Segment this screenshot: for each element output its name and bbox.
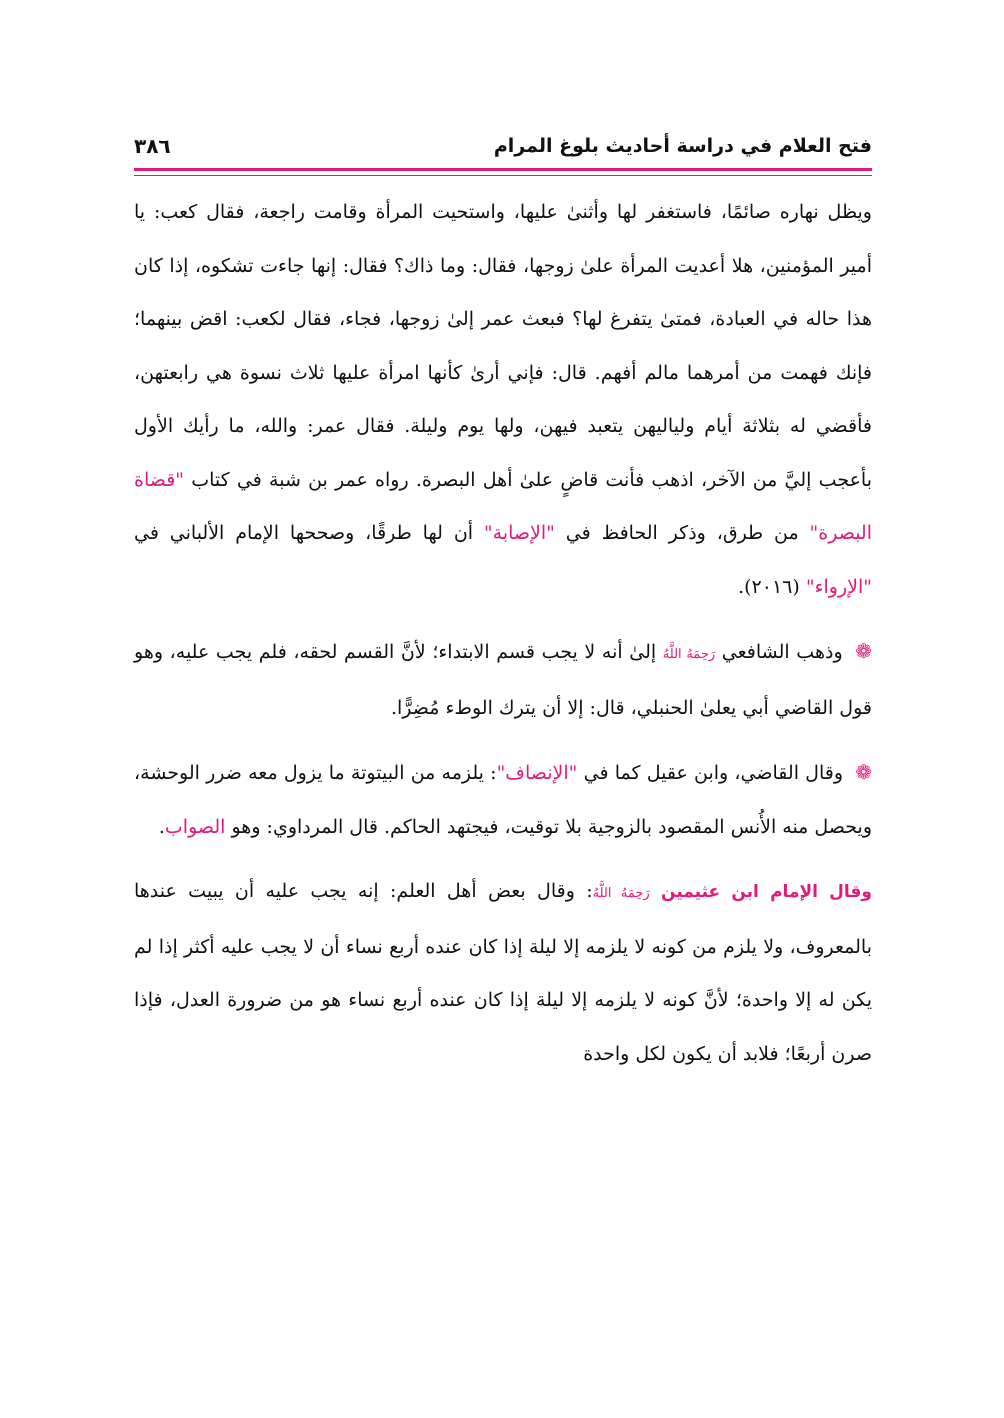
paragraph-1 [134,186,872,614]
paragraph-2-text-b: إلىٰ أنه لا يجب قسم الابتداء؛ لأنَّ القسم لحقه، فلم يجب عليه، وهو قول القاضي أبي يعلىٰ الحنبلي، قال: إلا أن يترك الوطء مُضِرًّا. [134,641,872,719]
speaker-ibn-uthaymin: وقال الإمام ابن عثيمين [661,882,872,902]
paragraph-4 [134,865,872,1081]
paragraph-1-text-b: من طرق، وذكر الحافظ في [554,522,810,544]
paragraph-2 [134,625,872,735]
page-number: ٣٨٦ [134,134,171,158]
paragraph-3-text-b: : يلزمه من البيتوتة ما يزول معه ضرر الوحشة، ويحصل منه الأُنس المقصود بالزوجية بلا توقيت، فيجتهد الحاكم. قال المرداوي: وهو [134,762,872,838]
quote-qudat-albasra: "قضاة البصرة" [134,468,873,544]
document-page [134,0,872,1418]
paragraph-1-text-a: ويظل نهاره صائمًا، فاستغفر لها وأثنىٰ عليها، واستحيت المرأة وقامت راجعة، فقال كعب: يا أمير المؤمنين، هلا أعديت المرأة علىٰ زوجها، فقال: وما ذاك؟ فقال: إنها جاءت تشكوه، إذا كان هذا حاله في العبادة، فمتىٰ يتفرغ لها؟ فبعث عمر إلىٰ زوجها، فجاء، فقال لكعب: اقض بينهما؛ فإنك فهمت من أمرهما مالم أفهم. قال: فإني أرىٰ كأنها امرأة عليها ثلاث نسوة هي رابعتهن، فأقضي له بثلاثة أيام ولياليهن يتعبد فيهن، ولها يوم وليلة. فقال عمر: والله، ما رأيك الأول بأعجب إليَّ من الآخر، اذهب فأنت قاضٍ علىٰ أهل البصرة. رواه عمر بن شبة في كتاب [134,201,872,491]
header-rule-thick [134,168,872,171]
quote-alirwa: "الإرواء" [805,575,872,598]
page-header [134,124,872,168]
header-rule-thin [134,175,872,176]
paragraph-3-text-a: وقال القاضي، وابن عقيل كما في [577,762,850,784]
flower-ornament-icon: ❁ [855,760,873,784]
paragraph-3-text-c: . [158,815,165,838]
paragraph-1-text-c: أن لها طرقًا، وصححها الإمام الألباني في [134,522,484,544]
paragraph-3 [134,746,872,854]
paragraph-1-text-d: (٢٠١٦). [738,575,806,598]
honorific-rahimahullah: رَحِمَهُ اللَّهُ [662,647,716,662]
page-body [134,186,872,1081]
paragraph-2-text-a: وذهب الشافعي [715,641,850,663]
quote-alinsaf: "الإنصاف" [496,762,578,784]
flower-ornament-icon: ❁ [855,639,873,663]
paragraph-4-text: : وقال بعض أهل العلم: إنه يجب عليه أن يبيت عندها بالمعروف، ولا يلزم من كونه لا يلزمه إلا ليلة إذا كان عنده أربع نساء أن لا يجب عليه أكثر إذا لم يكن له إلا واحدة؛ لأنَّ كونه لا يلزمه إلا ليلة إذا كان عنده أربع نساء هو من ضرورة العدل، فإذا صرن أربعًا؛ فلابد أن يكون لكل واحدة [134,880,872,1065]
book-title: فتح العلام في دراسة أحاديث بلوغ المرام [493,135,872,157]
quote-alisaba: "الإصابة" [483,522,555,544]
honorific-rahimahullah: رَحِمَهُ اللَّهُ [592,886,650,901]
accent-alsawab: الصواب [164,815,226,838]
